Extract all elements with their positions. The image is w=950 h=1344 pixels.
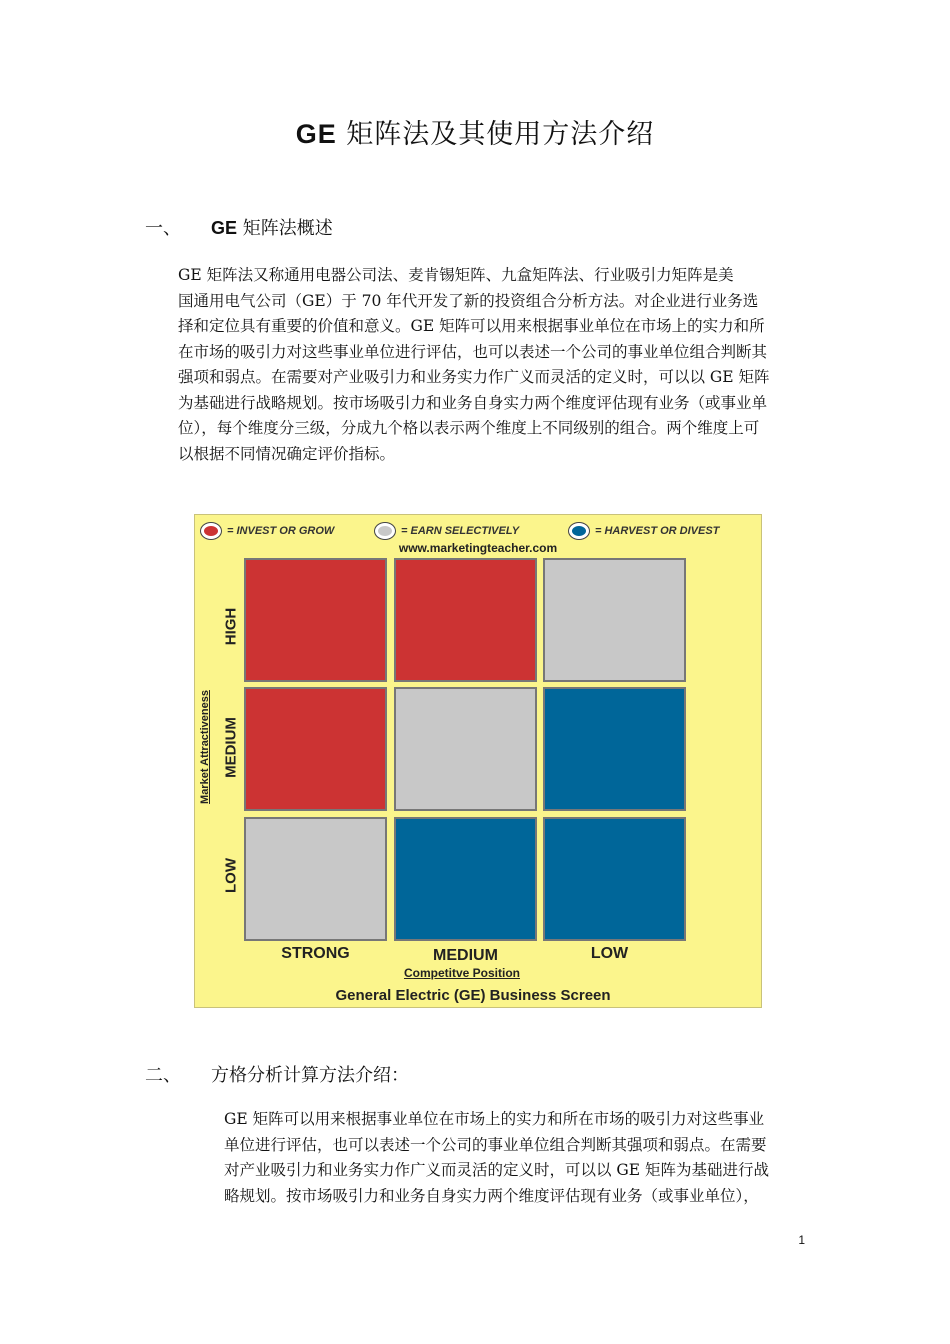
matrix-cell-low-low	[543, 817, 686, 941]
legend-blue-dot-icon	[569, 523, 589, 539]
legend-item-invest: = INVEST OR GROW	[201, 523, 334, 539]
x-axis-label: Competitve Position	[403, 966, 520, 980]
matrix-cell-medium-strong	[244, 687, 387, 811]
paragraph-line: 单位进行评估，也可以表述一个公司的事业单位组合判断其强项和弱点。在需要	[224, 1135, 767, 1154]
paragraph-line: 以根据不同情况确定评价指标。	[178, 444, 396, 463]
col-label-low: LOW	[590, 945, 629, 962]
matrix-cell-low-strong	[244, 817, 387, 941]
legend-grey-dot-icon	[375, 523, 395, 539]
paragraph-line: GE 矩阵可以用来根据事业单位在市场上的实力和所在市场的吸引力对这些事业	[224, 1110, 765, 1128]
paragraph-overview	[178, 263, 808, 467]
legend-item-earn: = EARN SELECTIVELY	[375, 523, 519, 539]
paragraph-line: GE 矩阵法又称通用电器公司法、麦肯锡矩阵、九盒矩阵法、行业吸引力矩阵是美	[178, 266, 734, 284]
matrix-cell-high-strong	[244, 558, 387, 682]
paragraph-method	[224, 1107, 808, 1209]
figure-caption: General Electric (GE) Business Screen	[335, 987, 611, 1004]
row-label-high: HIGH	[222, 607, 240, 646]
row-label-low: LOW	[222, 858, 240, 893]
col-label-medium: MEDIUM	[433, 947, 498, 964]
legend-item-harvest: = HARVEST OR DIVEST	[569, 523, 719, 539]
row-label-medium: MEDIUM	[222, 717, 240, 778]
y-axis-label: Market Attractiveness	[199, 690, 211, 804]
paragraph-line: 略规划。按市场吸引力和业务自身实力两个维度评估现有业务（或事业单位），	[224, 1186, 759, 1205]
paragraph-line: 为基础进行战略规划。按市场吸引力和业务自身实力两个维度评估现有业务（或事业单	[178, 393, 768, 412]
matrix-cell-low-medium	[394, 817, 537, 941]
page-title: GE 矩阵法及其使用方法介绍	[295, 119, 655, 150]
matrix-cell-high-medium	[394, 558, 537, 682]
paragraph-line: 对产业吸引力和业务实力作广义而灵活的定义时，可以以 GE 矩阵为基础进行战	[224, 1161, 770, 1179]
legend-red-dot-icon	[201, 523, 221, 539]
section-heading-2: 二、 方格分析计算方法介绍：	[145, 1065, 409, 1086]
page-number: 1	[798, 1233, 805, 1247]
matrix-cell-medium-low	[543, 687, 686, 811]
paragraph-line: 国通用电气公司（GE）于 70 年代开发了新的投资组合分析方法。对企业进行业务选	[178, 291, 759, 310]
paragraph-line: 在市场的吸引力对这些事业单位进行评估，也可以表述一个公司的事业单位组合判断其	[178, 342, 768, 361]
paragraph-line: 强项和弱点。在需要对产业吸引力和业务实力作广义而灵活的定义时，可以以 GE 矩阵	[178, 368, 770, 386]
matrix-cell-medium-medium	[394, 687, 537, 811]
figure-website: www.marketingteacher.com	[398, 541, 558, 555]
matrix-cell-high-low	[543, 558, 686, 682]
paragraph-line: 位），每个维度分三级，分成九个格以表示两个维度上不同级别的组合。两个维度上可	[178, 419, 760, 437]
paragraph-line: 择和定位具有重要的价值和意义。GE 矩阵可以用来根据事业单位在市场上的实力和所	[178, 317, 765, 335]
section-heading-1: 一、 GE 矩阵法概述	[145, 218, 333, 239]
ge-matrix-figure	[194, 514, 762, 1008]
col-label-strong: STRONG	[281, 945, 350, 962]
